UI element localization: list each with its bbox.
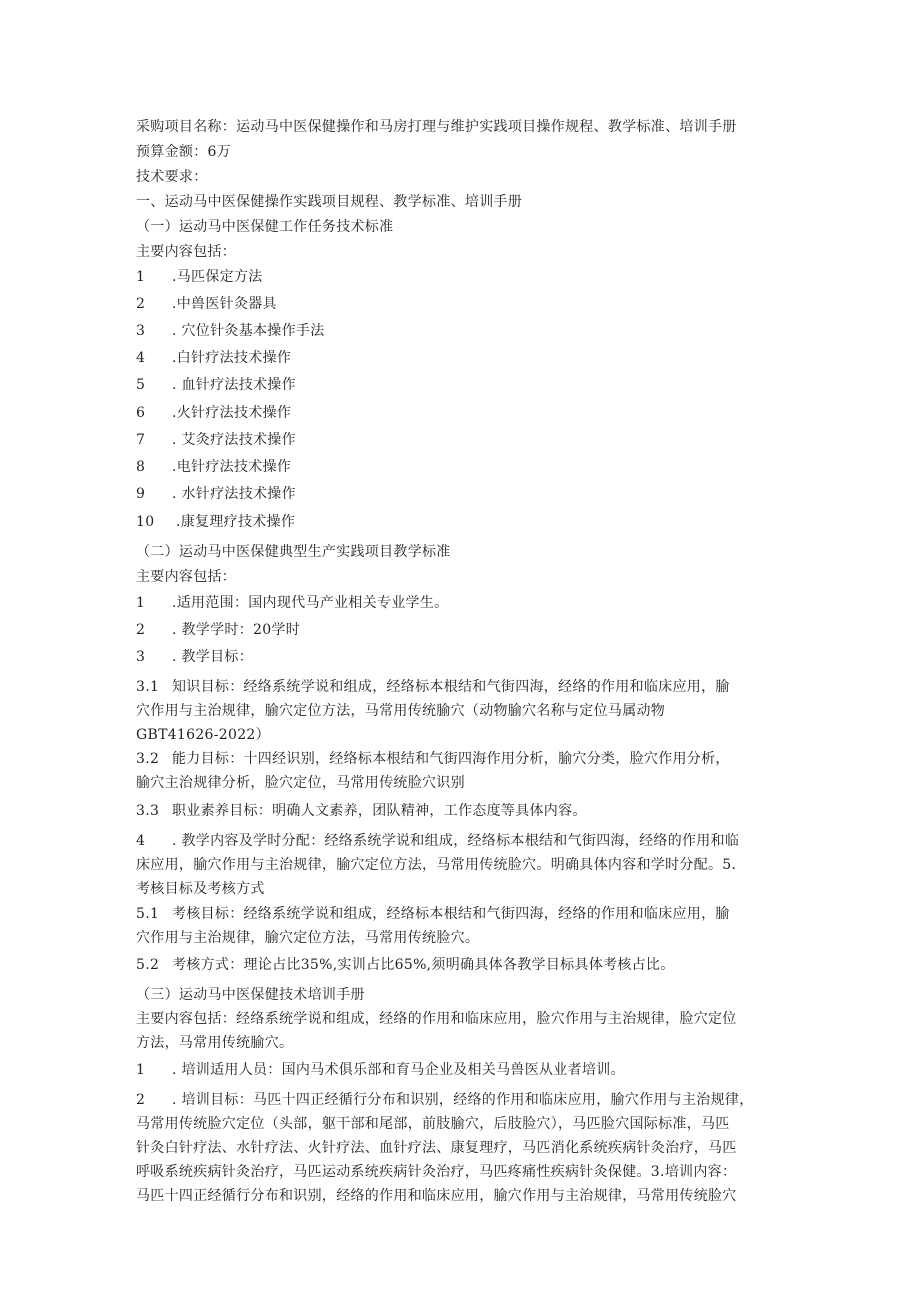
item-number: 6: [136, 405, 146, 421]
item-text: . 水针疗法技术操作: [172, 486, 296, 502]
item-number: 10: [136, 514, 155, 530]
subsection-3-2: [136, 749, 796, 769]
item-number: 2: [136, 622, 146, 638]
paragraph-line: 马匹十四正经循行分布和识别，经络的作用和临床应用，腧穴作用与主治规律，马常用传统脸穴: [136, 1188, 737, 1204]
item-number: 8: [136, 459, 146, 475]
subsection-text: 知识目标：经络系统学说和组成，经络标本根结和气街四海，经络的作用和临床应用，腧: [172, 679, 730, 695]
item-number: 2: [136, 296, 146, 312]
part-1-intro: 主要内容包括：: [136, 244, 237, 260]
part-1-title: （一）运动马中医保健工作任务技术标准: [136, 219, 394, 235]
part-2-intro: 主要内容包括：: [136, 569, 237, 585]
project-name-line: 采购项目名称：运动马中医保健操作和马房打理与维护实践项目操作规程、教学标准、培训手册: [136, 119, 737, 135]
paragraph-line: 床应用，腧穴作用与主治规律，腧穴定位方法，马常用传统脸穴。明确具体内容和学时分配。5.: [136, 857, 737, 873]
list-item: [136, 512, 796, 532]
list-item: [136, 348, 796, 368]
paragraph-line: 方法，马常用传统腧穴。: [136, 1035, 294, 1051]
item-text: . 血针疗法技术操作: [172, 377, 296, 393]
item-number: 1: [136, 1062, 146, 1078]
list-item: [136, 831, 796, 851]
list-item: [136, 403, 796, 423]
item-number: 4: [136, 833, 146, 849]
item-number: 3: [136, 323, 146, 339]
item-text: .中兽医针灸器具: [172, 296, 277, 312]
paragraph-line: 腧穴主治规律分析，脸穴定位，马常用传统脸穴识别: [136, 775, 465, 791]
paragraph-line: 穴作用与主治规律，腧穴定位方法，马常用传统腧穴（动物腧穴名称与定位马属动物: [136, 703, 666, 719]
item-number: 4: [136, 350, 146, 366]
subsection-number: 3.3: [136, 803, 160, 819]
subsection-5-1: [136, 904, 796, 924]
list-item: [136, 1060, 796, 1080]
item-text: . 培训目标：马匹十四正经循行分布和识别，经络的作用和临床应用，腧穴作用与主治规律，: [172, 1092, 754, 1108]
list-item: [136, 294, 796, 314]
list-item: [136, 267, 796, 287]
paragraph-line: 穴作用与主治规律，腧穴定位方法，马常用传统脸穴。: [136, 930, 480, 946]
paragraph-line: 呼吸系统疾病针灸治疗，马匹运动系统疾病针灸治疗，马匹疼痛性疾病针灸保健。3.培训内容：: [136, 1164, 737, 1180]
subsection-3-3: [136, 801, 796, 821]
item-text: . 教学内容及学时分配：经络系统学说和组成，经络标本根结和气街四海，经络的作用和临: [172, 833, 740, 849]
list-item: [136, 430, 796, 450]
item-number: 3: [136, 649, 146, 665]
item-number: 7: [136, 432, 146, 448]
subsection-number: 3.2: [136, 751, 160, 767]
item-number: 1: [136, 269, 146, 285]
item-number: 1: [136, 595, 146, 611]
part-3-title: （三）运动马中医保健技术培训手册: [136, 987, 365, 1003]
list-item: [136, 647, 796, 667]
part-3-intro: 主要内容包括：经络系统学说和组成，经络的作用和临床应用，脸穴作用与主治规律，脸穴定位: [136, 1011, 737, 1027]
item-text: .马匹保定方法: [172, 269, 263, 285]
item-text: . 教学目标：: [172, 649, 253, 665]
subsection-text: 能力目标：十四经识别，经络标本根结和气街四海作用分析，腧穴分类，脸穴作用分析，: [172, 751, 730, 767]
item-text: .康复理疗技术操作: [176, 514, 296, 530]
subsection-text: 考核目标：经络系统学说和组成，经络标本根结和气街四海，经络的作用和临床应用，腧: [172, 906, 730, 922]
item-number: 5: [136, 377, 146, 393]
paragraph-line: 马常用传统脸穴定位（头部，躯干部和尾部，前肢腧穴，后肢脸穴），马匹脸穴国际标准，马匹: [136, 1116, 730, 1132]
list-item: [136, 375, 796, 395]
item-text: . 艾灸疗法技术操作: [172, 432, 296, 448]
list-item: [136, 593, 796, 613]
list-item: [136, 321, 796, 341]
subsection-5-2: [136, 955, 796, 975]
tech-requirements-heading: 技术要求：: [136, 169, 208, 185]
item-text: .火针疗法技术操作: [172, 405, 292, 421]
item-text: .适用范围：国内现代马产业相关专业学生。: [172, 595, 449, 611]
paragraph-line: GBT41626-2022）: [136, 727, 270, 743]
subsection-text: 考核方式：理论占比35%,实训占比65%,须明确具体各教学目标具体考核占比。: [172, 957, 675, 973]
subsection-3-1: [136, 677, 796, 697]
list-item: [136, 1090, 796, 1110]
part-2-title: （二）运动马中医保健典型生产实践项目教学标准: [136, 544, 451, 560]
list-item: [136, 457, 796, 477]
subsection-text: 职业素养目标：明确人文素养，团队精神，工作态度等具体内容。: [172, 803, 587, 819]
item-text: .电针疗法技术操作: [172, 459, 292, 475]
subsection-number: 5.2: [136, 957, 160, 973]
section-1-heading: 一、运动马中医保健操作实践项目规程、教学标准、培训手册: [136, 194, 523, 210]
list-item: [136, 484, 796, 504]
item-number: 2: [136, 1092, 146, 1108]
item-number: 9: [136, 486, 146, 502]
item-text: . 培训适用人员：国内马术俱乐部和育马企业及相关马兽医从业者培训。: [172, 1062, 625, 1078]
list-item: [136, 620, 796, 640]
paragraph-line: 针灸白针疗法、水针疗法、火针疗法、血针疗法、康复理疗，马匹消化系统疾病针灸治疗，马匹: [136, 1140, 737, 1156]
item-text: . 教学学时：20学时: [172, 622, 301, 638]
item-text: .白针疗法技术操作: [172, 350, 292, 366]
budget-line: 预算金额：6万: [136, 144, 232, 160]
subsection-number: 3.1: [136, 679, 160, 695]
paragraph-line: 考核目标及考核方式: [136, 881, 265, 897]
item-text: . 穴位针灸基本操作手法: [172, 323, 325, 339]
subsection-number: 5.1: [136, 906, 160, 922]
